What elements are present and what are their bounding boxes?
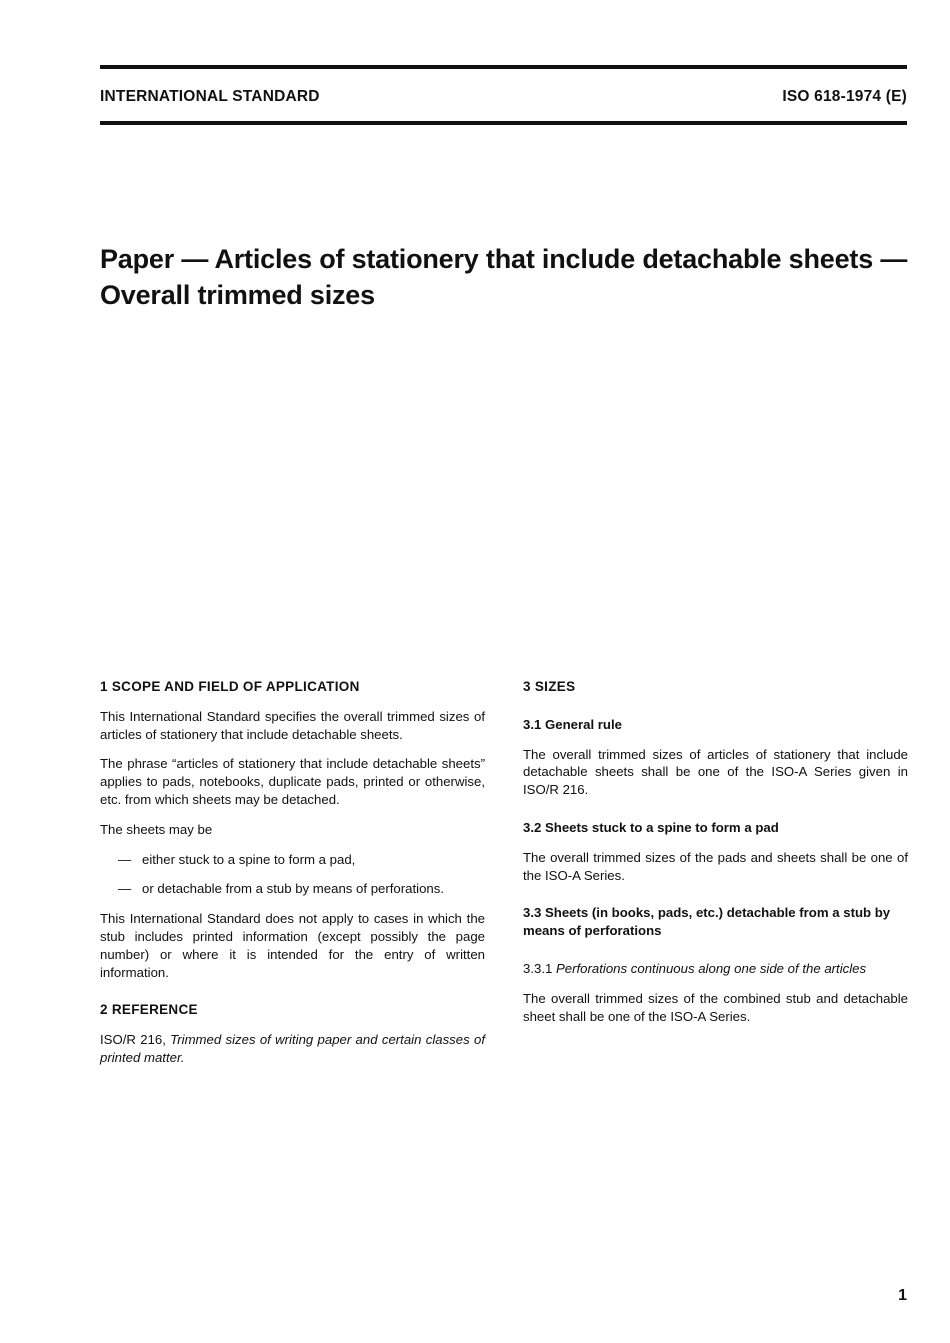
title-line-1: Paper — Articles of stationery that include detachable sheets — <box>100 244 908 274</box>
subsection-3-1-text: The overall trimmed sizes of articles of stationery that include detachable sheets shall be one of the ISO-A Series given in ISO/R 216. <box>523 746 908 798</box>
dash-bullet: — <box>118 881 132 897</box>
section-2-heading: 2 REFERENCE <box>100 1002 198 1018</box>
right-column <box>523 678 908 1037</box>
subsection-3-3-1-text: The overall trimmed sizes of the combined stub and detachable sheet shall be one of the ISO-A Series. <box>523 990 908 1024</box>
reference-number: ISO/R 216, <box>100 1032 171 1048</box>
title-line-2: Overall trimmed sizes <box>100 280 375 310</box>
subsection-3-3-heading: 3.3 Sheets (in books, pads, etc.) detachable from a stub by means of perforations <box>523 905 891 939</box>
section-1-heading: 1 SCOPE AND FIELD OF APPLICATION <box>100 679 360 694</box>
list-item-text: or detachable from a stub by means of perforations. <box>142 881 445 897</box>
section-1-paragraph-3: The sheets may be <box>100 821 213 837</box>
document-title <box>100 241 930 313</box>
reference-title: Trimmed sizes of writing paper and certain classes of printed matter. <box>100 1032 485 1065</box>
document-type-label: INTERNATIONAL STANDARD <box>100 88 320 105</box>
standard-number: ISO 618-1974 (E) <box>782 88 907 105</box>
list-item <box>118 880 485 898</box>
reference-entry <box>100 1031 485 1067</box>
section-1-paragraph-4: This International Standard does not apply to cases in which the stub includes printed information (except possibly the page number) or where it is intended for the entry of written information. <box>100 911 485 980</box>
subsection-3-2-text: The overall trimmed sizes of the pads and sheets shall be one of the ISO-A Series. <box>523 849 908 883</box>
section-3-heading: 3 SIZES <box>523 679 576 694</box>
subsection-3-2-heading: 3.2 Sheets stuck to a spine to form a pad <box>523 819 779 835</box>
subsection-3-3-1-heading <box>523 960 908 978</box>
subsection-3-1-heading: 3.1 General rule <box>523 716 622 732</box>
subsection-3-3-1-title: Perforations continuous along one side of the articles <box>556 960 867 976</box>
page-number: 1 <box>898 1287 907 1304</box>
list-item-text: either stuck to a spine to form a pad, <box>142 851 356 867</box>
header-top-rule <box>100 65 907 69</box>
list-item <box>118 851 485 869</box>
left-column <box>100 678 485 1079</box>
header-bottom-rule <box>100 121 907 125</box>
section-1-paragraph-2: The phrase “articles of stationery that include detachable sheets” applies to pads, notebooks, duplicate pads, printed or otherwise, etc. from which sheets may be detached. <box>100 756 485 807</box>
dash-bullet: — <box>118 851 132 867</box>
subsection-3-3-1-number: 3.3.1 <box>523 960 556 976</box>
section-1-paragraph-1: This International Standard specifies the overall trimmed sizes of articles of stationery that include detachable sheets. <box>100 708 485 742</box>
